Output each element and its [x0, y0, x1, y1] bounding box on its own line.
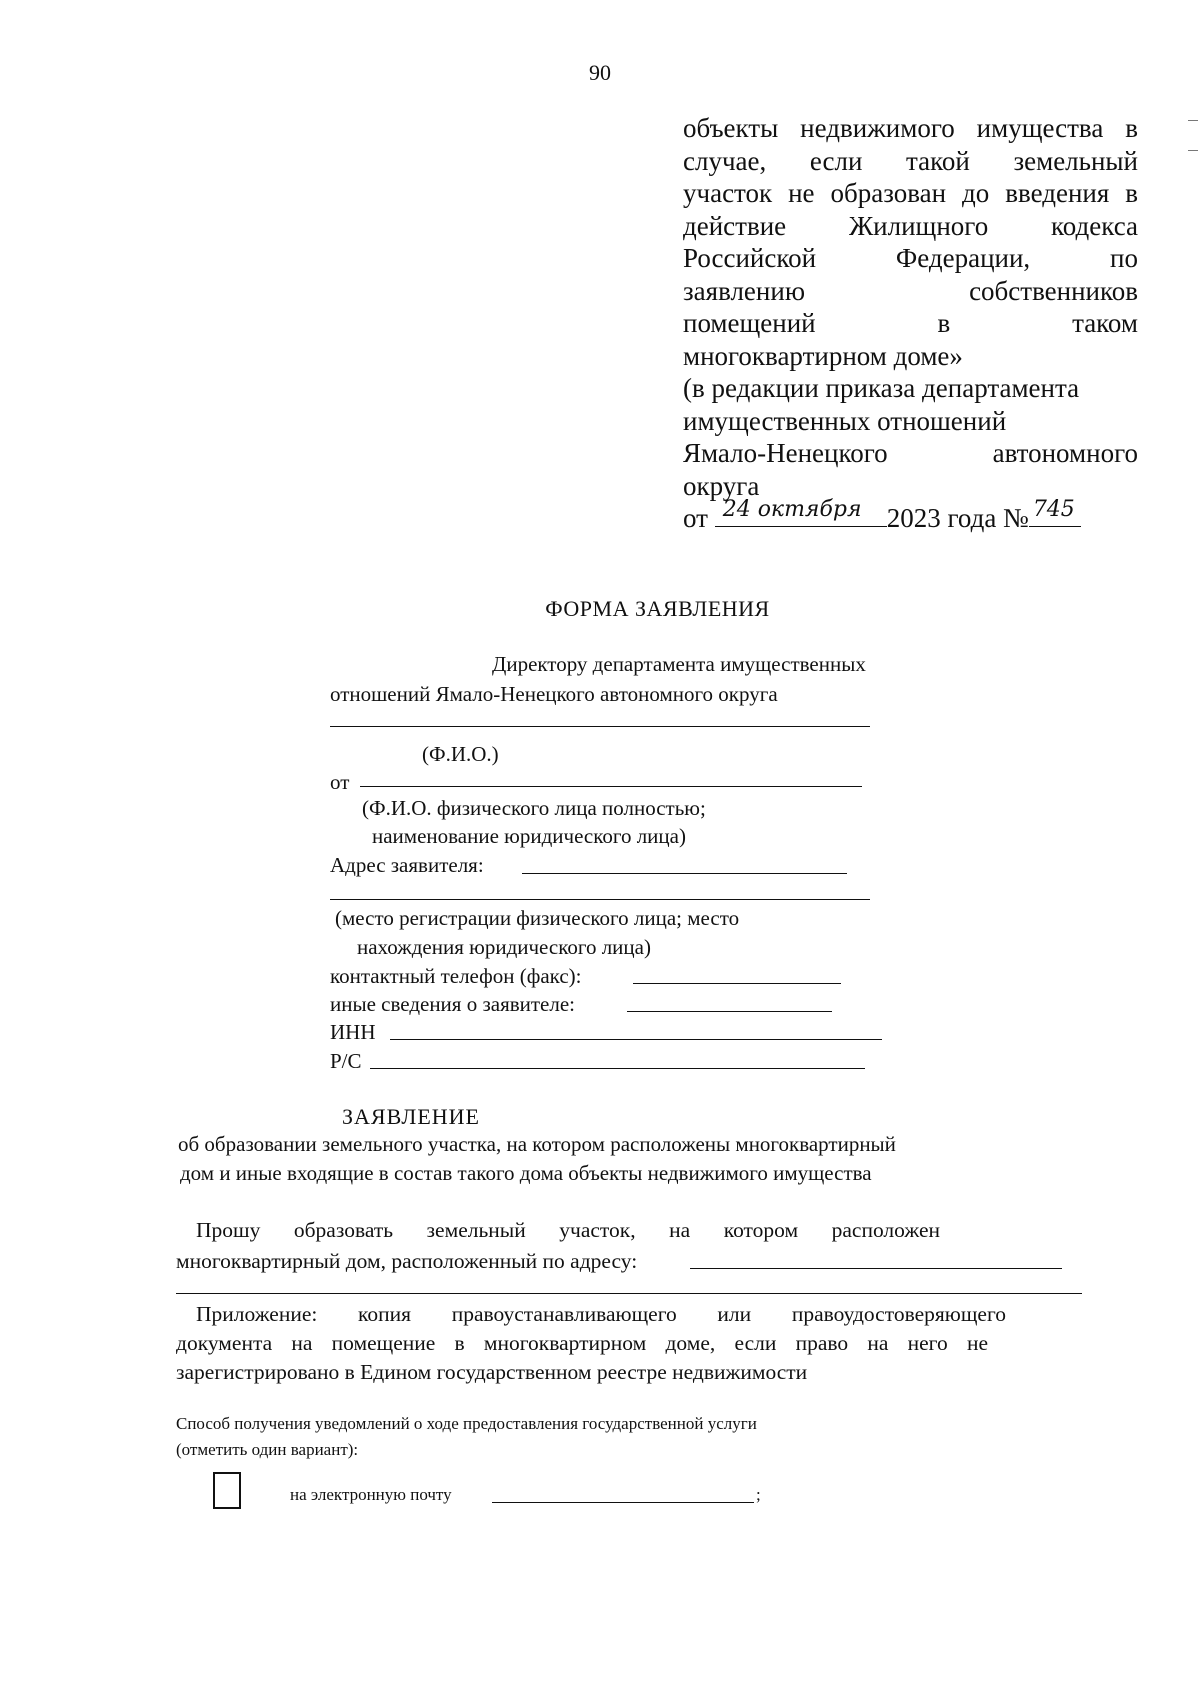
order-date-line	[683, 497, 1138, 535]
attachment-text: Приложение: копия правоустанавливающего или правоудостоверяющего	[196, 1302, 1006, 1326]
order-year-label: 2023 года №	[886, 503, 1029, 533]
page-number: 90	[589, 60, 611, 85]
property-address-field[interactable]	[690, 1268, 1062, 1269]
applicant-name-hint: наименование юридического лица)	[372, 824, 686, 848]
order-reference-line: участок не образован до введения в	[683, 178, 1138, 208]
account-field[interactable]	[370, 1068, 865, 1069]
phone-label: контактный телефон (факс):	[330, 964, 582, 988]
statement-heading: ЗАЯВЛЕНИЕ	[342, 1104, 480, 1129]
order-reference-line: имущественных отношений	[683, 405, 1007, 436]
order-reference-line: многоквартирном доме»	[683, 340, 963, 371]
fio-hint: (Ф.И.О.)	[422, 742, 499, 766]
order-date-field	[715, 497, 887, 527]
order-reference-line: заявлению собственников	[683, 275, 1138, 306]
order-reference-line: (в редакции приказа департамента	[683, 373, 1080, 403]
from-label: от	[330, 770, 350, 794]
notification-method-hint: (отметить один вариант):	[176, 1440, 359, 1459]
applicant-name-field[interactable]	[360, 786, 862, 787]
address-hint: нахождения юридического лица)	[357, 935, 651, 959]
email-option-checkbox[interactable]	[213, 1472, 241, 1509]
inn-field[interactable]	[390, 1039, 882, 1040]
attachment-text: документа на помещение в многоквартирном доме, если право на него не	[176, 1331, 988, 1355]
scan-edge-mark	[1188, 150, 1198, 151]
address-hint: (место регистрации физического лица; место	[335, 906, 740, 930]
order-reference-block	[683, 112, 1138, 535]
email-option-label: на электронную почту	[290, 1485, 452, 1504]
property-address-field-second-line[interactable]	[176, 1293, 1082, 1294]
notification-method-label: Способ получения уведомлений о ходе предоставления государственной услуги	[176, 1414, 757, 1433]
address-field[interactable]	[522, 873, 847, 874]
order-reference-line: Ямало-Ненецкого автономного	[683, 438, 1138, 468]
handwritten-number: 745	[1032, 497, 1075, 522]
addressee-line: Директору департамента имущественных	[492, 652, 866, 676]
phone-field[interactable]	[633, 983, 841, 984]
order-reference-line: округа	[683, 470, 760, 501]
statement-subtitle: об образовании земельного участка, на котором расположены многоквартирный	[178, 1132, 896, 1156]
form-title: ФОРМА ЗАЯВЛЕНИЯ	[545, 596, 770, 621]
order-reference-line: помещений в таком	[683, 308, 1138, 338]
fio-underline	[330, 726, 870, 727]
inn-label: ИНН	[330, 1020, 376, 1044]
email-option-suffix: ;	[756, 1485, 761, 1504]
email-field[interactable]	[492, 1502, 754, 1503]
order-date-prefix: от	[683, 503, 708, 533]
scan-edge-mark	[1188, 120, 1198, 121]
order-reference-line: объекты недвижимого имущества в	[683, 113, 1138, 143]
order-reference-line: Российской Федерации, по	[683, 243, 1138, 273]
statement-subtitle: дом и иные входящие в состав такого дома объекты недвижимого имущества	[180, 1161, 872, 1185]
applicant-name-hint: (Ф.И.О. физического лица полностью;	[362, 796, 706, 820]
addressee-line: отношений Ямало-Ненецкого автономного округа	[330, 682, 778, 706]
account-label: Р/С	[330, 1049, 362, 1073]
handwritten-date: 24 октября	[722, 497, 862, 522]
other-info-field[interactable]	[627, 1011, 832, 1012]
address-field-second-line[interactable]	[330, 899, 870, 900]
order-reference-line: действие Жилищного кодекса	[683, 210, 1138, 241]
request-text: многоквартирный дом, расположенный по адресу:	[176, 1249, 638, 1273]
attachment-text: зарегистрировано в Едином государственном реестре недвижимости	[176, 1360, 808, 1384]
order-reference-line: случае, если такой земельный	[683, 145, 1138, 176]
request-text: Прошу образовать земельный участок, на котором расположен	[196, 1218, 940, 1242]
order-number-field	[1029, 497, 1081, 527]
address-label: Адрес заявителя:	[330, 853, 484, 877]
other-info-label: иные сведения о заявителе:	[330, 992, 576, 1016]
